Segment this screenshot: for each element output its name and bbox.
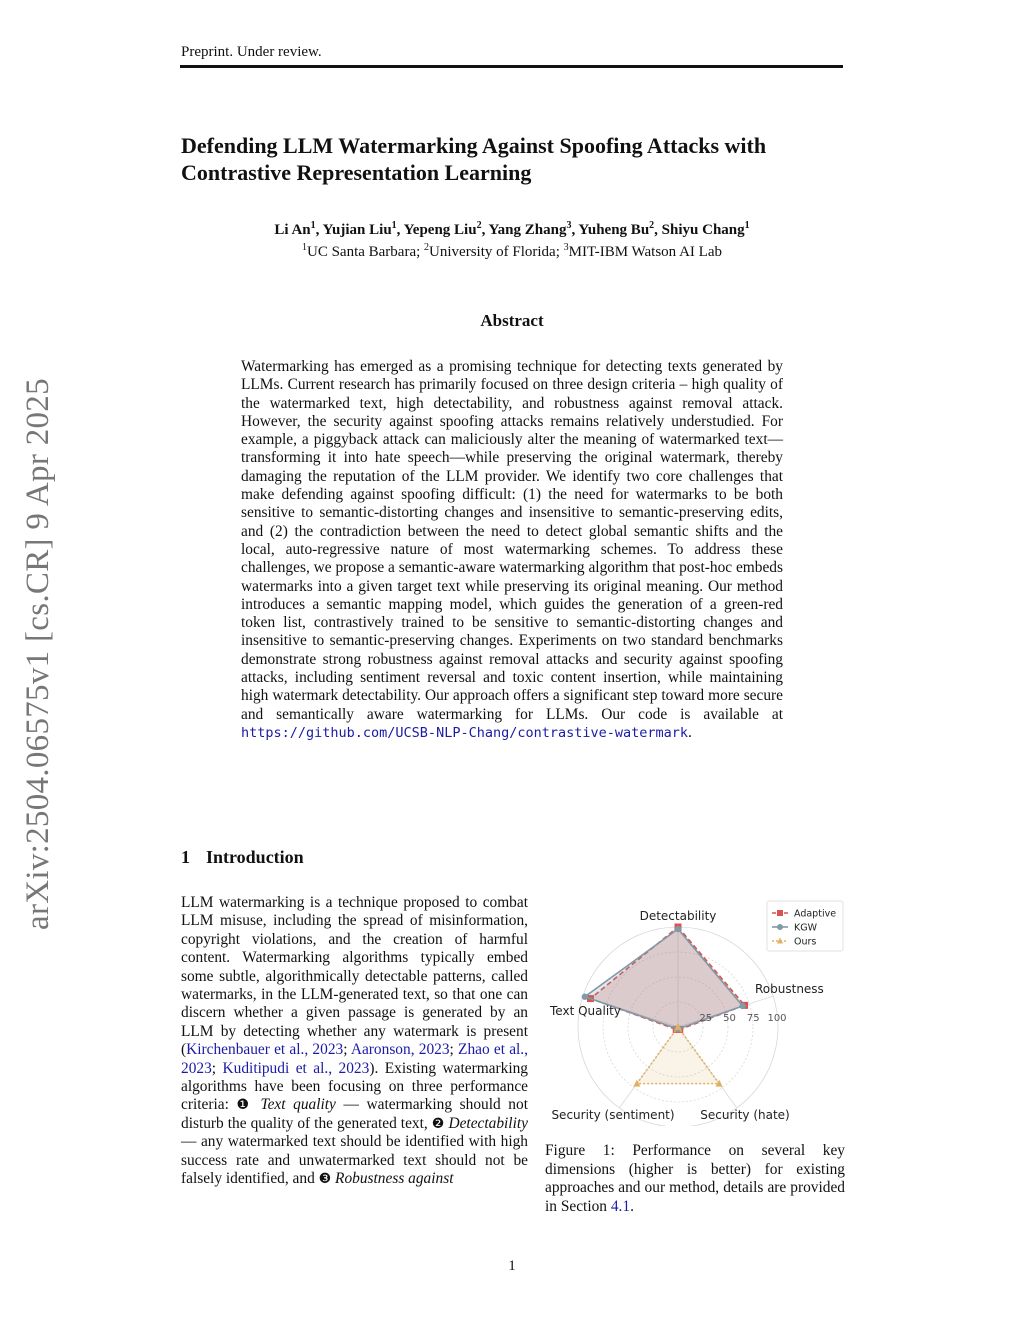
criterion-detectability: Detectability xyxy=(448,1114,528,1132)
section-heading xyxy=(181,847,304,868)
data-point-kgw xyxy=(739,1003,745,1009)
affiliation-mark: 2 xyxy=(424,242,430,253)
code-link[interactable]: https://github.com/UCSB-NLP-Chang/contrastive-watermark xyxy=(241,724,689,741)
legend-marker xyxy=(777,910,783,916)
author-name: Yuheng Bu xyxy=(578,222,650,238)
axis-label: Text Quality xyxy=(550,1004,621,1018)
abstract-body xyxy=(241,358,783,742)
citation-link[interactable]: Kirchenbauer et al., 2023 xyxy=(186,1041,344,1059)
axis-label: Security (sentiment) xyxy=(551,1108,675,1122)
affiliation-name: University of Florida xyxy=(429,244,556,260)
author-affiliation-mark: 2 xyxy=(476,220,482,231)
data-point-kgw xyxy=(582,994,588,1000)
author-affiliation-mark: 3 xyxy=(566,220,572,231)
author-name: Li An xyxy=(274,222,311,238)
page-number: 1 xyxy=(508,1258,516,1274)
intro-text: — any watermarked text should be identified with high success rate and unwatermarked text should not be falsely identified, and xyxy=(181,1133,528,1188)
author-affiliation-mark: 1 xyxy=(391,220,397,231)
citation-link[interactable]: Kuditipudi et al., 2023 xyxy=(222,1059,370,1077)
author-affiliation-mark: 1 xyxy=(310,220,316,231)
circled-three-marker: ❸ xyxy=(318,1171,332,1188)
author-name: Shiyu Chang xyxy=(661,222,745,238)
arxiv-stamp: arXiv:2504.06575v1 [cs.CR] 9 Apr 2025 xyxy=(20,378,56,930)
figure-caption xyxy=(545,1142,845,1216)
abstract-end: . xyxy=(688,723,692,741)
section-number: 1 xyxy=(181,847,190,867)
citation-separator: ; xyxy=(211,1059,223,1077)
caption-end: . xyxy=(630,1197,634,1215)
figure-1 xyxy=(545,896,845,1126)
criterion-text-quality: Text quality xyxy=(260,1096,336,1114)
affiliation-mark: 1 xyxy=(301,242,307,253)
legend-label: Ours xyxy=(794,936,817,948)
affiliation-list: $^1$UC Santa Barbara; $^2$University of Florida; $^3$MIT-IBM Watson AI Lab xyxy=(301,242,722,260)
author-name: Yepeng Liu xyxy=(403,222,477,238)
legend-label: Adaptive xyxy=(794,908,837,920)
legend-label: KGW xyxy=(794,922,817,934)
author-name: Yujian Liu xyxy=(322,222,392,238)
axis-label: Detectability xyxy=(639,909,717,923)
tick-label: 25 xyxy=(699,1013,713,1024)
radar-chart xyxy=(545,896,845,1126)
axis-label: Robustness xyxy=(755,982,824,996)
tick-label: 75 xyxy=(746,1013,760,1024)
tick-label: 100 xyxy=(767,1013,787,1024)
criterion-robustness: Robustness against xyxy=(335,1170,454,1188)
citation-separator: ; xyxy=(343,1041,351,1059)
citation-link[interactable]: Zhao et al., 2023 xyxy=(181,1041,529,1077)
paper-title: Defending LLM Watermarking Against Spoofing Attacks with Contrastive Representation Learning xyxy=(181,133,767,185)
circled-one-marker: ❶ xyxy=(236,1097,253,1114)
citation-link[interactable]: Aaronson, 2023 xyxy=(350,1041,450,1059)
abstract-heading: Abstract xyxy=(480,311,544,330)
axis-label: Security (hate) xyxy=(700,1108,790,1122)
data-point-kgw xyxy=(675,926,681,932)
author-affiliation-mark: 1 xyxy=(744,220,750,231)
section-title: Introduction xyxy=(206,847,304,867)
section-ref-link[interactable]: 4.1 xyxy=(610,1197,631,1215)
author-list: Li An$^1$, Yujian Liu$^1$, Yepeng Liu$^2$, Yang Zhang$^3$, Yuheng Bu$^2$, Shiyu Chang$^1$ xyxy=(274,220,750,238)
affiliation-name: MIT-IBM Watson AI Lab xyxy=(568,244,722,260)
intro-text: LLM watermarking is a technique proposed to combat LLM misuse, including the spread of misinformation, copyright violations, and the creation of harmful content. Watermarking algorithms typically embed some subtle, algorithmically detectable patterns, called watermarks, in the LLM-generated text, so that one can discern whether a given passage is generated by an LLM by detecting whether any watermark is present ( xyxy=(181,894,528,1059)
series-area-ours xyxy=(637,1027,719,1084)
abstract-text: Watermarking has emerged as a promising technique for detecting texts generated by LLMs. Current research has primarily focused on three design criteria – high quality of the watermarked text, high detectability, and robustness against removal attack. However, the security against spoofing attacks remains relatively understudied. For example, a piggyback attack can maliciously alter the meaning of watermarked text—transforming it into hate speech—while preserving the original watermark, thereby damaging the reputation of the LLM provider. We identify two core challenges that make defending against spoofing difficult: (1) the need for watermarks to be both sensitive to semantic-distorting changes and insensitive to semantic-preserving edits, and (2) the contradiction between the need to detect global semantic shifts and the local, auto-regressive nature of most watermarking schemes. To address these challenges, we propose a semantic-aware watermarking algorithm that post-hoc embeds watermarks into a given target text while preserving its original meaning. Our method introduces a semantic mapping model, which guides the generation of a green-red token list, contrastively trained to be sensitive to semantic-distorting changes and insensitive to semantic-preserving changes. Experiments on two standard benchmarks demonstrate strong robustness against removal attacks and security against spoofing attacks, including sentiment reversal and toxic content insertion, while maintaining high watermark detectability. Our approach offers a significant step toward more secure and semantically aware watermarking for LLMs. Our code is available at xyxy=(241,358,783,723)
caption-text: Figure 1: Performance on several key dimensions (higher is better) for existing approaches and our method, details are provided in Section xyxy=(545,1142,845,1215)
intro-text: — watermarking should not disturb the quality of the generated text, xyxy=(181,1096,528,1132)
tick-label: 50 xyxy=(723,1013,736,1024)
legend-marker xyxy=(777,924,783,930)
affiliation-name: UC Santa Barbara xyxy=(306,244,417,260)
affiliation-mark: 3 xyxy=(563,242,569,253)
running-header: Preprint. Under review. xyxy=(181,44,322,60)
author-affiliation-mark: 2 xyxy=(649,220,655,231)
citation-separator: ; xyxy=(449,1041,459,1059)
author-name: Yang Zhang xyxy=(488,222,567,238)
intro-text: ). Existing watermarking algorithms have been focusing on three performance criteria: xyxy=(181,1059,528,1114)
intro-paragraph xyxy=(181,894,528,1189)
circled-two-marker: ❷ xyxy=(431,1115,445,1132)
header-rule xyxy=(180,65,843,68)
